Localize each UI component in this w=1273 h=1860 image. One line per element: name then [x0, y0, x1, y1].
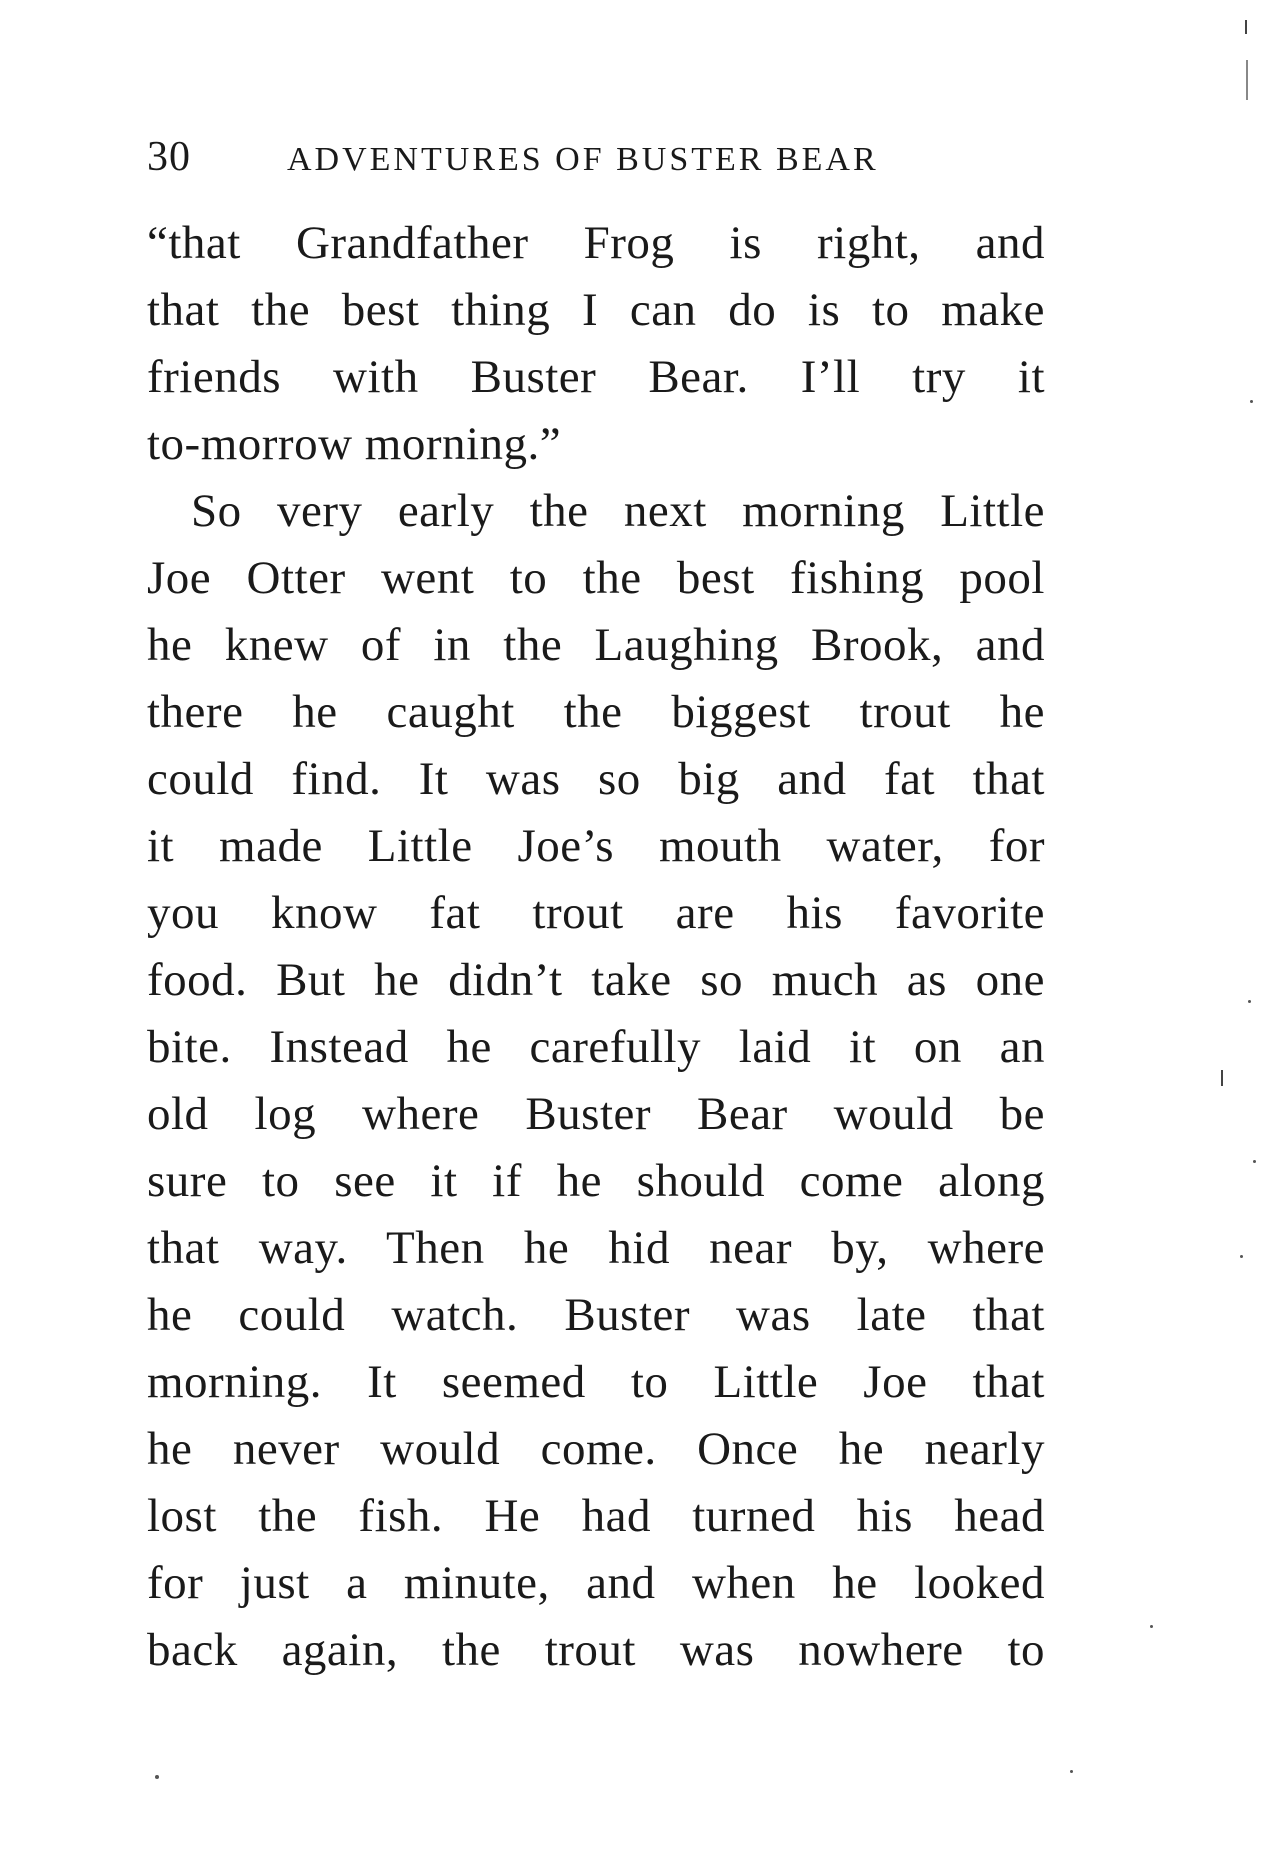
text-line: So very early the next morning Little [191, 485, 1045, 537]
scan-speck [1253, 1160, 1256, 1163]
text-line: sure to see it if he should come along [147, 1155, 1045, 1207]
text-line: bite. Instead he carefully laid it on an [147, 1021, 1045, 1073]
scan-mark [1245, 20, 1247, 34]
text-line: food. But he didn’t take so much as one [147, 954, 1045, 1006]
text-line: it made Little Joe’s mouth water, for [147, 820, 1045, 872]
scan-speck [1150, 1625, 1153, 1628]
text-line: Joe Otter went to the best fishing pool [147, 552, 1045, 604]
text-line: morning. It seemed to Little Joe that [147, 1356, 1045, 1408]
text-line: he never would come. Once he nearly [147, 1423, 1045, 1475]
text-line: there he caught the biggest trout he [147, 686, 1045, 738]
running-head [147, 132, 1047, 182]
text-line: that the best thing I can do is to make [147, 284, 1045, 336]
text-line: could find. It was so big and fat that [147, 753, 1045, 805]
text-line: for just a minute, and when he looked [147, 1557, 1045, 1609]
text-line: “that Grandfather Frog is right, and [147, 217, 1045, 269]
text-line: back again, the trout was nowhere to [147, 1624, 1045, 1676]
scan-speck [1248, 1000, 1251, 1003]
text-line: lost the fish. He had turned his head [147, 1490, 1045, 1542]
page-number: 30 [147, 134, 191, 180]
text-line: he could watch. Buster was late that [147, 1289, 1045, 1341]
text-line: friends with Buster Bear. I’ll try it [147, 351, 1045, 403]
scan-mark [1221, 1070, 1223, 1086]
running-title: ADVENTURES OF BUSTER BEAR [287, 141, 879, 178]
text-line: to-morrow morning.” [147, 418, 562, 470]
text-line: you know fat trout are his favorite [147, 887, 1045, 939]
scan-speck [1250, 400, 1253, 403]
scan-mark [1246, 60, 1248, 100]
scan-speck [1240, 1255, 1243, 1258]
text-line: old log where Buster Bear would be [147, 1088, 1045, 1140]
scan-speck [155, 1775, 159, 1779]
scan-speck [1070, 1770, 1073, 1773]
text-line: he knew of in the Laughing Brook, and [147, 619, 1045, 671]
body-text [147, 210, 1045, 1684]
text-line: that way. Then he hid near by, where [147, 1222, 1045, 1274]
